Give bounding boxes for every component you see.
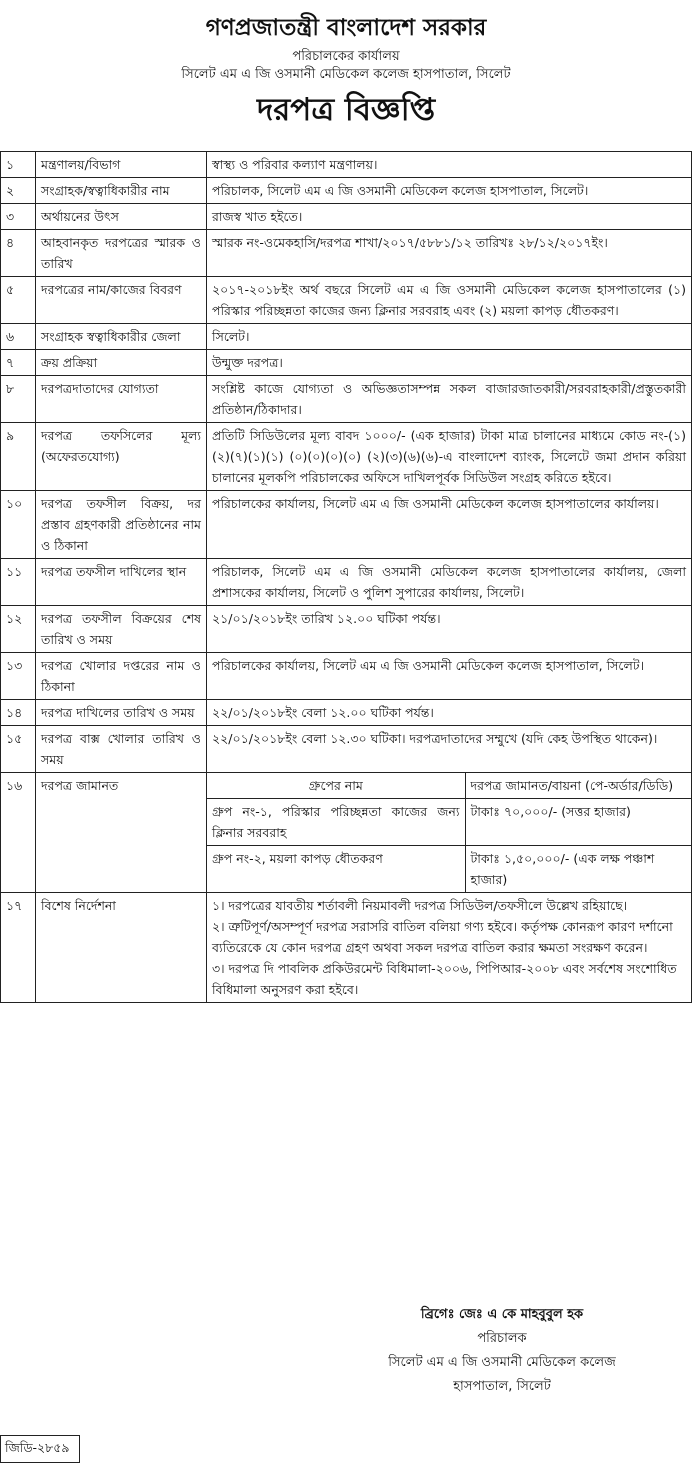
row-serial: ৫ [1,277,36,324]
row-value: পরিচালক, সিলেট এম এ জি ওসমানী মেডিকেল কলেজ হাসপাতালের কার্যালয়, জেলা প্রশাসকের কার্যালয়, সিলেট ও পুলিশ সুপারের কার্যালয়, সিলেট। [207,559,692,606]
security-groups-table [207,773,691,892]
row-serial: ১৪ [1,700,36,726]
row-label: দরপত্র দাখিলের তারিখ ও সময় [36,700,207,726]
row-label: দরপত্র খোলার দপ্তরের নাম ও ঠিকানা [36,653,207,700]
group-amount: টাকাঃ ১,৫০,০০০/- (এক লক্ষ পঞ্চাশ হাজার) [465,846,691,893]
row-label: অর্থায়নের উৎস [36,204,207,230]
table-row [1,152,692,178]
signature-block [352,1303,652,1399]
table-row [1,726,692,773]
reference-code: জিডি-২৮৫৯ [0,1435,80,1463]
hospital-name: সিলেট এম এ জি ওসমানী মেডিকেল কলেজ হাসপাতাল, সিলেট [181,67,511,82]
signatory-institution-city: হাসপাতাল, সিলেট [453,1379,551,1394]
table-row [1,423,692,491]
row-label: দরপত্র তফসিলের মূল্য (অফেরতযোগ্য) [36,423,207,491]
table-row [1,324,692,350]
row-serial: ১০ [1,491,36,559]
row-serial: ৩ [1,204,36,230]
table-row [1,178,692,204]
row-serial: ১২ [1,606,36,653]
table-row-instructions [1,893,692,1003]
group-name: গ্রুপ নং-২, ময়লা কাপড় ধৌতকরণ [207,846,465,893]
security-header-row [207,773,691,799]
row-serial: ১৭ [1,893,36,1003]
row-label: আহবানকৃত দরপত্রের স্মারক ও তারিখ [36,230,207,277]
instruction-item: ১। দরপত্রের যাবতীয় শর্তাবলী নিয়মাবলী দরপত্র সিডিউল/তফসীলে উল্লেখ রহিয়াছে। [212,898,628,913]
row-value: স্বাস্থ্য ও পরিবার কল্যাণ মন্ত্রণালয়। [207,152,692,178]
group-name-header: গ্রুপের নাম [207,773,465,799]
table-row [1,204,692,230]
instruction-item: ৩। দরপত্র দি পাবলিক প্রকিউরমেন্ট বিধিমালা-২০০৬, পিপিআর-২০০৮ এবং সর্বশেষ সংশোধিত বিধিমালা অনুসরণ করা হইবে। [212,961,677,997]
office-name: পরিচালকের কার্যালয় [292,49,400,64]
signatory-name: ব্রিগেঃ জেঃ এ কে মাহবুবুল হক [420,1307,584,1322]
group-name: গ্রুপ নং-১, পরিস্কার পরিচ্ছন্নতা কাজের জন্য ক্লিনার সরবরাহ [207,799,465,846]
row-value: রাজস্ব খাত হইতে। [207,204,692,230]
tender-details-table [0,151,692,1003]
row-value: পরিচালকের কার্যালয়, সিলেট এম এ জি ওসমানী মেডিকেল কলেজ হাসপাতালের কার্যালয়। [207,491,692,559]
row-serial: ১ [1,152,36,178]
row-value: পরিচালক, সিলেট এম এ জি ওসমানী মেডিকেল কলেজ হাসপাতাল, সিলেট। [207,178,692,204]
table-row [1,700,692,726]
row-value: সিলেট। [207,324,692,350]
row-serial: ১৫ [1,726,36,773]
row-serial: ১১ [1,559,36,606]
security-group-row [207,846,691,893]
row-value: স্মারক নং-ওমেকহাসি/দরপত্র শাখা/২০১৭/৫৮৮১/১২ তারিখঃ ২৮/১২/২০১৭ইং। [207,230,692,277]
row-label: মন্ত্রণালয়/বিভাগ [36,152,207,178]
row-serial: ৬ [1,324,36,350]
row-serial: ১৩ [1,653,36,700]
notice-title: দরপত্র বিজ্ঞপ্তি [256,92,436,128]
row-serial: ১৬ [1,773,36,893]
row-label: দরপত্র জামানত [36,773,207,893]
table-row-security [1,773,692,893]
group-amount: টাকাঃ ৭০,০০০/- (সত্তর হাজার) [465,799,691,846]
row-serial: ৮ [1,376,36,423]
security-amount-header: দরপত্র জামানত/বায়না (পে-অর্ডার/ডিডি) [465,773,691,799]
row-value: ২০১৭-২০১৮ইং অর্থ বছরে সিলেট এম এ জি ওসমানী মেডিকেল কলেজ হাসপাতালের (১) পরিস্কার পরিচ্ছন্নতা কাজের জন্য ক্লিনার সরবরাহ এবং (২) ময়লা কাপড় ধৌতকরণ। [207,277,692,324]
row-value: প্রতিটি সিডিউলের মূল্য বাবদ ১০০০/- (এক হাজার) টাকা মাত্র চালানের মাধ্যমে কোড নং-(১)(২)(৭)(১)(১) (০)(০)(০)(০) (২)(৩)(৬)(৬)-এ বাংলাদেশ ব্যাংক, সিলেটে জমা প্রদান করিয়া চালানের মূলকপি পরিচালকের অফিসে দাখিলপূর্বক সিডিউল সংগ্রহ করিতে হইবে। [207,423,692,491]
row-serial: ২ [1,178,36,204]
government-title: গণপ্রজাতন্ত্রী বাংলাদেশ সরকার [205,15,487,41]
row-label: সংগ্রাহক স্বত্বাধিকারীর জেলা [36,324,207,350]
row-serial: ৯ [1,423,36,491]
row-label: দরপত্র তফসীল দাখিলের স্থান [36,559,207,606]
row-label: ক্রয় প্রক্রিয়া [36,350,207,376]
row-label: সংগ্রাহক/স্বত্বাধিকারীর নাম [36,178,207,204]
row-label: দরপত্রদাতাদের যোগ্যতা [36,376,207,423]
row-label: দরপত্রের নাম/কাজের বিবরণ [36,277,207,324]
row-label: দরপত্র তফসীল বিক্রয়, দর প্রস্তাব গ্রহণকারী প্রতিষ্ঠানের নাম ও ঠিকানা [36,491,207,559]
notice-header [0,0,692,130]
signatory-institution: সিলেট এম এ জি ওসমানী মেডিকেল কলেজ [388,1355,616,1370]
security-group-row [207,799,691,846]
instructions-cell [207,893,692,1003]
row-label: দরপত্র বাক্স খোলার তারিখ ও সময় [36,726,207,773]
row-label: দরপত্র তফসীল বিক্রয়ের শেষ তারিখ ও সময় [36,606,207,653]
table-row [1,376,692,423]
signatory-designation: পরিচালক [477,1331,527,1346]
row-value: পরিচালকের কার্যালয়, সিলেট এম এ জি ওসমানী মেডিকেল কলেজ হাসপাতাল, সিলেট। [207,653,692,700]
table-row [1,491,692,559]
table-row [1,277,692,324]
table-row [1,606,692,653]
instruction-item: ২। ত্রুটিপূর্ণ/অসম্পূর্ণ দরপত্র সরাসরি বাতিল বলিয়া গণ্য হইবে। কর্তৃপক্ষ কোনরূপ কারণ দর্শানো ব্যতিরেকে যে কোন দরপত্র গ্রহণ অথবা সকল দরপত্র বাতিল করার ক্ষমতা সংরক্ষণ করেন। [212,919,673,955]
table-row [1,350,692,376]
table-row [1,230,692,277]
table-row [1,559,692,606]
row-serial: ৭ [1,350,36,376]
row-serial: ৪ [1,230,36,277]
row-value: ২১/০১/২০১৮ইং তারিখ ১২.০০ ঘটিকা পর্যন্ত। [207,606,692,653]
row-value: ২২/০১/২০১৮ইং বেলা ১২.৩০ ঘটিকা। দরপত্রদাতাদের সম্মুখে (যদি কেহ উপস্থিত থাকেন)। [207,726,692,773]
row-value: সংশ্লিষ্ট কাজে যোগ্যতা ও অভিজ্ঞতাসম্পন্ন সকল বাজারজাতকারী/সরবরাহকারী/প্রস্তুতকারী প্রতিষ্ঠান/ঠিকাদার। [207,376,692,423]
row-value: ২২/০১/২০১৮ইং বেলা ১২.০০ ঘটিকা পর্যন্ত। [207,700,692,726]
security-groups-cell [207,773,692,893]
row-label: বিশেষ নির্দেশনা [36,893,207,1003]
table-row [1,653,692,700]
row-value: উন্মুক্ত দরপত্র। [207,350,692,376]
